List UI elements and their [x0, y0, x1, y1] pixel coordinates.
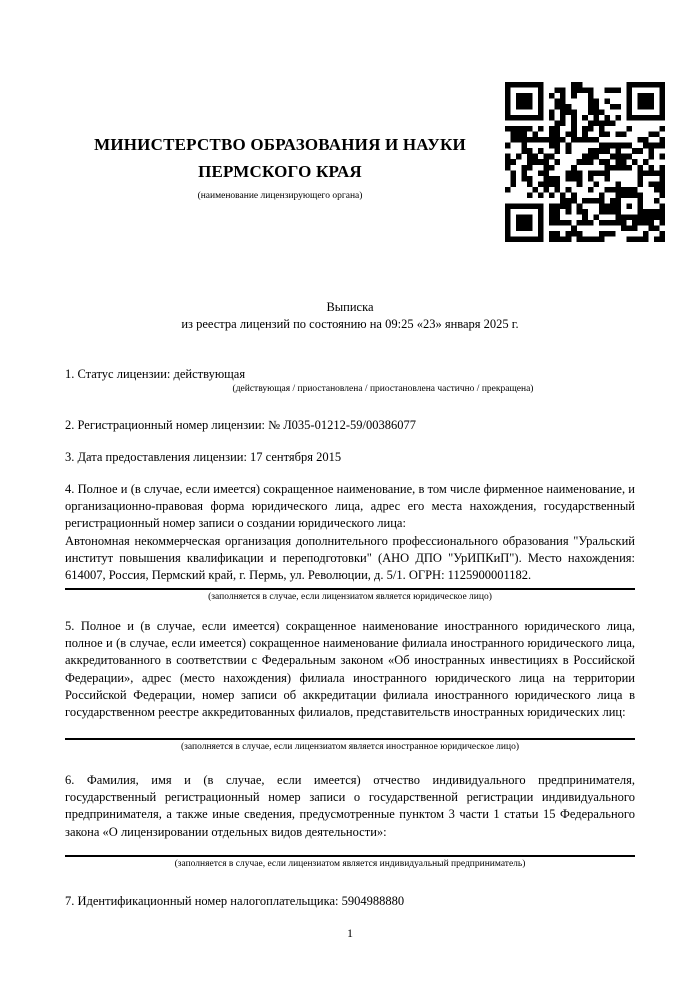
- item-1-text: 1. Статус лицензии: действующая: [65, 367, 246, 381]
- qr-code-icon: [505, 82, 665, 242]
- item-3-text: 3. Дата предоставления лицензии: 17 сентября 2015: [65, 450, 342, 464]
- item-4-legal-entity: [65, 481, 635, 584]
- item-4-text: 4. Полное и (в случае, если имеется) сокращенное наименование, в том числе фирменное наименование, и организационно-правовая форма юридического лица, адрес его места нахождения, государственный регистрационный номер записи о создании юридического лица:: [65, 482, 635, 531]
- item-4-value: Автономная некоммерческая организация дополнительного профессионального образования "Уральский институт повышения квалификации и переподготовки" (АНО ДПО "УрИПКиП"). Место нахождения: 614007, Россия, Пермский край, г. Пермь, ул. Революции, д. 5/1. ОГРН: 1125900001182.: [65, 533, 635, 583]
- document-date-line: из реестра лицензий по состоянию на 09:25 «23» января 2025 г.: [181, 317, 519, 331]
- item-5-caption: (заполняется в случае, если лицензиатом является иностранное юридическое лицо): [181, 742, 519, 752]
- item-5-foreign-entity: [65, 618, 635, 721]
- item-5-text: 5. Полное и (в случае, если имеется) сокращенное наименование иностранного юридического лица, полное и (в случае, если имеется) сокращенное наименование филиала иностранного юридического лица, аккредитованного в соответствии с Федеральным законом «Об иностранных инвестициях в Российской Федерации», адрес (место нахождения) филиала иностранного юридического лица на территории Российской Федерации, номер записи об аккредитации филиала иностранного юридического лица в государственном реестре аккредитованных филиалов, представительств иностранных юридических лиц:: [65, 619, 635, 720]
- authority-title-line1: МИНИСТЕРСТВО ОБРАЗОВАНИЯ И НАУКИ: [94, 135, 466, 154]
- document-title: Выписка: [326, 300, 374, 314]
- document-title-block: [65, 299, 635, 333]
- licensing-authority-header: [70, 131, 490, 202]
- item-4-fill-line: [65, 588, 635, 590]
- item-4-caption: (заполняется в случае, если лицензиатом является юридическое лицо): [208, 592, 492, 602]
- item-3-license-date: [65, 449, 635, 466]
- item-1-caption: (действующая / приостановлена / приостановлена частично / прекращена): [232, 384, 534, 394]
- authority-title-line2: ПЕРМСКОГО КРАЯ: [198, 162, 362, 181]
- authority-title: [70, 131, 490, 185]
- item-2-text: 2. Регистрационный номер лицензии: № Л035-01212-59/00386077: [65, 418, 416, 432]
- authority-subtitle: (наименование лицензирующего органа): [197, 191, 363, 201]
- item-6-caption: (заполняется в случае, если лицензиатом является индивидуальный предприниматель): [174, 859, 526, 869]
- item-7-taxpayer-id: [65, 893, 635, 910]
- item-6-fill-line: [65, 855, 635, 857]
- item-7-text: 7. Идентификационный номер налогоплательщика: 5904988880: [65, 894, 405, 908]
- item-1-license-status: [65, 366, 635, 383]
- page-number: 1: [347, 926, 353, 940]
- item-5-fill-line: [65, 738, 635, 740]
- item-6-text: 6. Фамилия, имя и (в случае, если имеется) отчество индивидуального предпринимателя, государственный регистрационный номер записи о государственной регистрации индивидуального предпринимателя, а также иные сведения, предусмотренные пунктом 3 части 1 статьи 15 Федерального закона «О лицензировании отдельных видов деятельности»:: [65, 773, 635, 839]
- item-2-registration-number: [65, 417, 635, 434]
- item-6-individual-entrepreneur: [65, 772, 635, 841]
